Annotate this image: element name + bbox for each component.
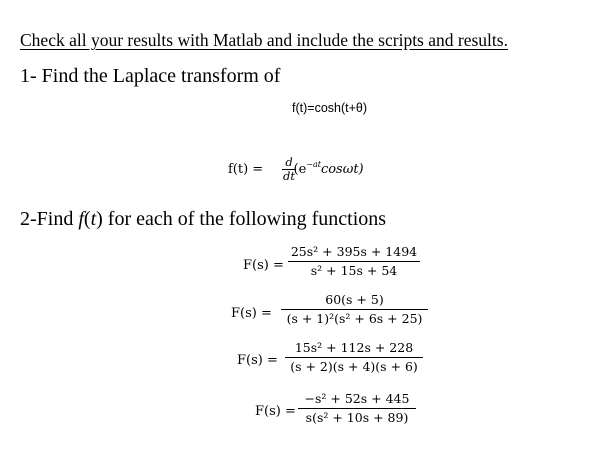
equation-4-denominator: s(s² + 10s + 89) (305, 410, 409, 425)
equation-1-fraction (288, 244, 420, 279)
equation-3-numerator: 15s² + 112s + 228 (294, 340, 414, 355)
equation-3-denominator: (s + 2)(s + 4)(s + 6) (290, 359, 418, 374)
equation-1-numerator: 25s² + 395s + 1494 (290, 244, 418, 259)
derivative-lhs: f(t) = (228, 162, 264, 177)
equation-4-lhs: F(s) = (255, 404, 296, 419)
equation-2-denominator: (s + 1)²(s² + 6s + 25) (286, 311, 423, 326)
question-1-heading: 1- Find the Laplace transform of (20, 65, 281, 87)
function-derivative (228, 155, 364, 183)
derivative-dt: dt (283, 169, 295, 183)
derivative-tail: cosωt) (320, 162, 364, 177)
derivative-exponent: −at (306, 160, 321, 169)
question-2-heading: 2-Find f(t) for each of the following functions (20, 208, 387, 230)
equation-2-lhs: F(s) = (231, 306, 272, 321)
equation-3-fraction (285, 340, 423, 375)
derivative-open: (e (293, 162, 307, 177)
equation-1-lhs: F(s) = (243, 258, 284, 273)
derivative-operator (282, 156, 296, 183)
equation-1-denominator: s² + 15s + 54 (310, 263, 398, 278)
equation-2-numerator: 60(s + 5) (325, 292, 384, 307)
function-cosh: f(t)=cosh(t+θ) (292, 101, 368, 115)
instruction-text: Check all your results with Matlab and include the scripts and results. (20, 30, 508, 50)
equation-2-fraction (281, 292, 428, 327)
equation-4-fraction (298, 391, 416, 426)
equation-4-numerator: −s² + 52s + 445 (304, 391, 410, 406)
derivative-d: d (285, 155, 293, 169)
equation-3-lhs: F(s) = (237, 353, 278, 368)
